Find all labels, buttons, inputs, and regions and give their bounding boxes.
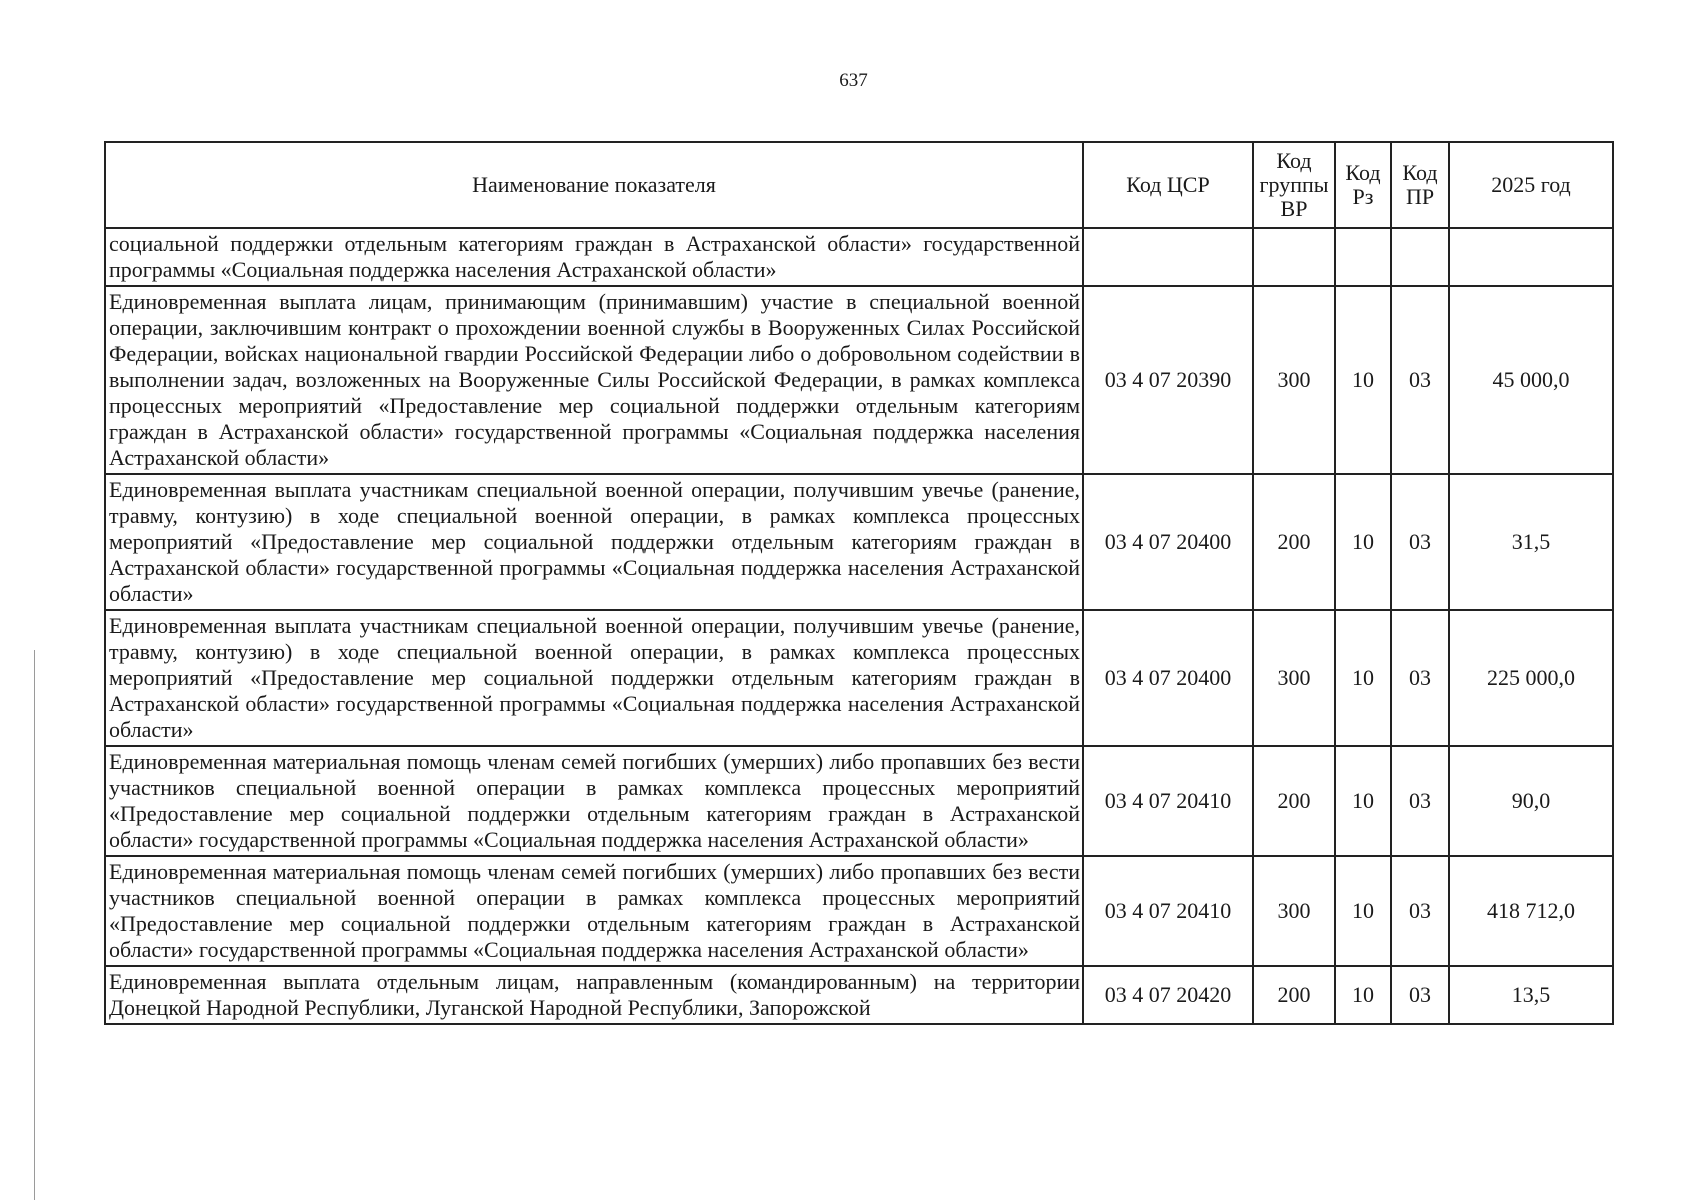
row-rz: 10 [1335, 856, 1391, 966]
row-rz: 10 [1335, 286, 1391, 474]
table-row [105, 228, 1613, 286]
header-pr: Код ПР [1391, 142, 1449, 228]
header-name: Наименование показателя [105, 142, 1083, 228]
row-csr: 03 4 07 20410 [1083, 746, 1253, 856]
row-name: Единовременная выплата участникам специальной военной операции, получившим увечье (ранение, травму, контузию) в ходе специальной военной операции, в рамках комплекса процессных мероприятий «Предоставление мер социальной поддержки отдельным категориям граждан в Астраханской области» государственной программы «Социальная поддержка населения Астраханской области» [105, 474, 1083, 610]
row-vr: 200 [1253, 474, 1335, 610]
row-csr: 03 4 07 20400 [1083, 474, 1253, 610]
row-vr: 200 [1253, 966, 1335, 1024]
table-row [105, 966, 1613, 1024]
row-vr: 300 [1253, 856, 1335, 966]
row-pr [1391, 228, 1449, 286]
row-name: Единовременная выплата участникам специальной военной операции, получившим увечье (ранение, травму, контузию) в ходе специальной военной операции, в рамках комплекса процессных мероприятий «Предоставление мер социальной поддержки отдельным категориям граждан в Астраханской области» государственной программы «Социальная поддержка населения Астраханской области» [105, 610, 1083, 746]
budget-table [104, 141, 1614, 1025]
row-pr: 03 [1391, 746, 1449, 856]
header-csr: Код ЦСР [1083, 142, 1253, 228]
table-row [105, 610, 1613, 746]
row-name: Единовременная материальная помощь членам семей погибших (умерших) либо пропавших без вести участников специальной военной операции в рамках комплекса процессных мероприятий «Предоставление мер социальной поддержки отдельным категориям граждан в Астраханской области» государственной программы «Социальная поддержка населения Астраханской области» [105, 856, 1083, 966]
table-row [105, 746, 1613, 856]
row-csr [1083, 228, 1253, 286]
row-amount: 225 000,0 [1449, 610, 1613, 746]
row-amount: 45 000,0 [1449, 286, 1613, 474]
row-name: Единовременная выплата лицам, принимающим (принимавшим) участие в специальной военной операции, заключившим контракт о прохождении военной службы в Вооруженных Силах Российской Федерации, войсках национальной гвардии Российской Федерации либо о добровольном содействии в выполнении задач, возложенных на Вооруженные Силы Российской Федерации, в рамках комплекса процессных мероприятий «Предоставление мер социальной поддержки отдельным категориям граждан в Астраханской области» государственной программы «Социальная поддержка населения Астраханской области» [105, 286, 1083, 474]
row-pr: 03 [1391, 966, 1449, 1024]
row-amount: 13,5 [1449, 966, 1613, 1024]
row-amount: 90,0 [1449, 746, 1613, 856]
row-amount [1449, 228, 1613, 286]
row-amount: 31,5 [1449, 474, 1613, 610]
table-row [105, 856, 1613, 966]
row-vr: 200 [1253, 746, 1335, 856]
row-csr: 03 4 07 20390 [1083, 286, 1253, 474]
row-vr: 300 [1253, 286, 1335, 474]
scan-edge-line [34, 650, 35, 1200]
row-rz: 10 [1335, 746, 1391, 856]
page-number: 637 [839, 70, 868, 91]
row-vr: 300 [1253, 610, 1335, 746]
row-pr: 03 [1391, 286, 1449, 474]
row-name: социальной поддержки отдельным категориям граждан в Астраханской области» государственной программы «Социальная поддержка населения Астраханской области» [105, 228, 1083, 286]
row-name: Единовременная материальная помощь членам семей погибших (умерших) либо пропавших без вести участников специальной военной операции в рамках комплекса процессных мероприятий «Предоставление мер социальной поддержки отдельным категориям граждан в Астраханской области» государственной программы «Социальная поддержка населения Астраханской области» [105, 746, 1083, 856]
row-pr: 03 [1391, 610, 1449, 746]
row-csr: 03 4 07 20420 [1083, 966, 1253, 1024]
table-header-row [105, 142, 1613, 228]
header-rz: Код Рз [1335, 142, 1391, 228]
header-year: 2025 год [1449, 142, 1613, 228]
header-vr: Код группы ВР [1253, 142, 1335, 228]
table-row [105, 286, 1613, 474]
row-rz [1335, 228, 1391, 286]
row-csr: 03 4 07 20410 [1083, 856, 1253, 966]
row-rz: 10 [1335, 474, 1391, 610]
row-name: Единовременная выплата отдельным лицам, направленным (командированным) на территории Донецкой Народной Республики, Луганской Народной Республики, Запорожской [105, 966, 1083, 1024]
row-rz: 10 [1335, 610, 1391, 746]
row-pr: 03 [1391, 474, 1449, 610]
row-amount: 418 712,0 [1449, 856, 1613, 966]
row-rz: 10 [1335, 966, 1391, 1024]
row-vr [1253, 228, 1335, 286]
row-pr: 03 [1391, 856, 1449, 966]
row-csr: 03 4 07 20400 [1083, 610, 1253, 746]
table-row [105, 474, 1613, 610]
